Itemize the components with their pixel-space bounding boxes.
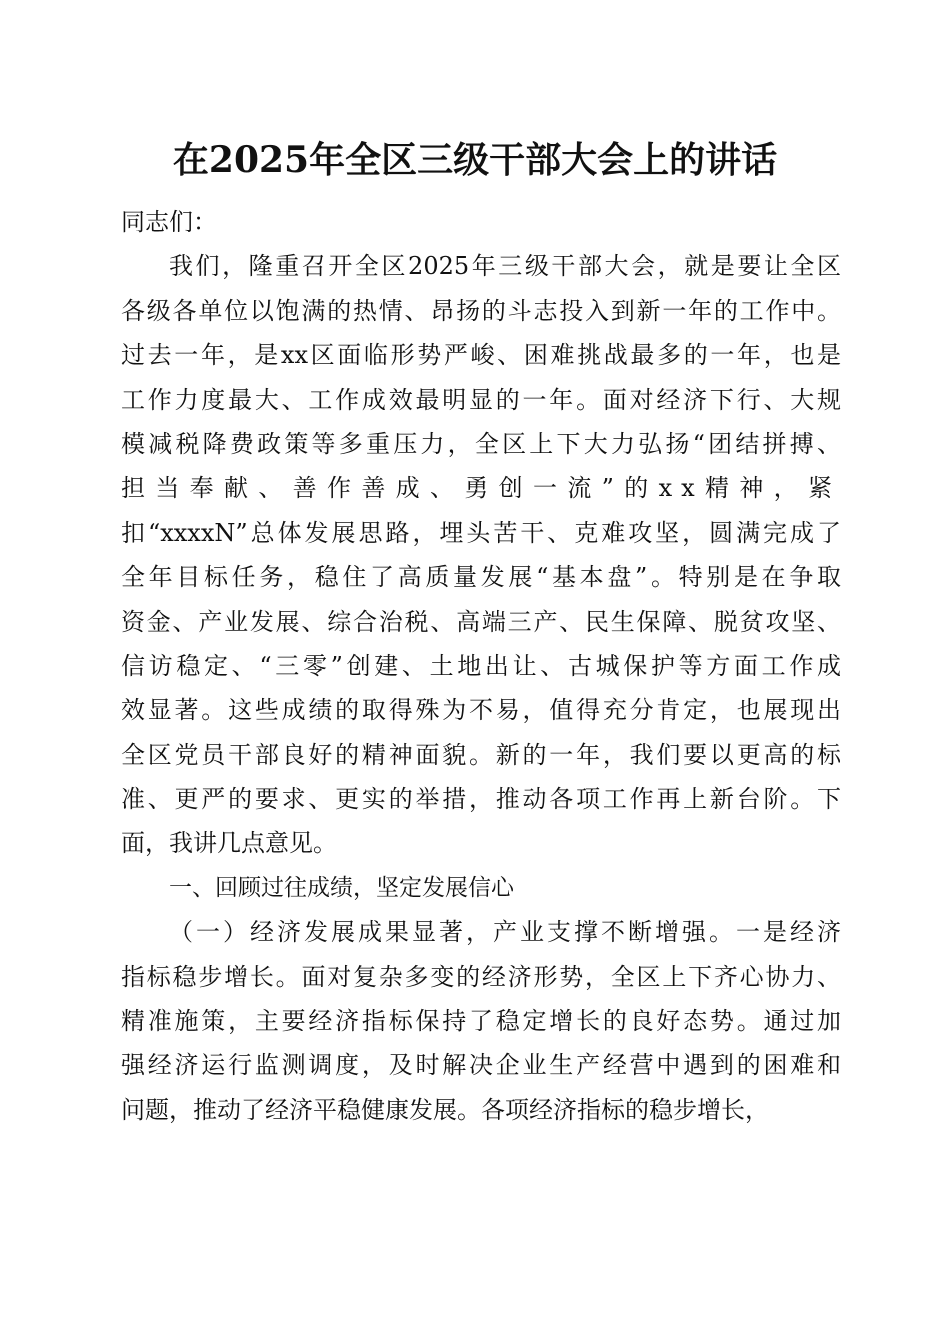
paragraph-line: 准、更严的要求、更实的举措，推动各项工作再上新台阶。下 <box>121 785 841 814</box>
paragraph-line: 过去一年，是xx区面临形势严峻、困难挑战最多的一年，也是 <box>121 341 841 370</box>
paragraph-line: 担当奉献、善作善成、勇创一流”的xx精神，紧 <box>121 474 841 503</box>
section-line: （一）经济发展成果显著，产业支撑不断增强。一是经济 <box>169 918 841 947</box>
paragraph-line: 全区党员干部良好的精神面貌。新的一年，我们要以更高的标 <box>121 740 841 769</box>
paragraph-line: 效显著。这些成绩的取得殊为不易，值得充分肯定，也展现出 <box>121 696 841 725</box>
paragraph-line: 我们，隆重召开全区2025年三级干部大会，就是要让全区 <box>169 252 841 281</box>
paragraph-line: 各级各单位以饱满的热情、昂扬的斗志投入到新一年的工作中。 <box>121 296 841 325</box>
document-body <box>121 200 841 1132</box>
section-heading: 一、回顾过往成绩，坚定发展信心 <box>169 874 514 901</box>
document-title: 在2025年全区三级干部大会上的讲话 <box>172 139 778 181</box>
paragraph-line: 模减税降费政策等多重压力，全区上下大力弘扬“团结拼搏、 <box>121 429 841 458</box>
section-line: 问题，推动了经济平稳健康发展。各项经济指标的稳步增长， <box>121 1095 769 1124</box>
section-line: 强经济运行监测调度，及时解决企业生产经营中遇到的困难和 <box>121 1051 841 1080</box>
paragraph-line: 工作力度最大、工作成效最明显的一年。面对经济下行、大规 <box>121 385 841 414</box>
section-line: 精准施策，主要经济指标保持了稳定增长的良好态势。通过加 <box>121 1007 841 1036</box>
paragraph-line: 资金、产业发展、综合治税、高端三产、民生保障、脱贫攻坚、 <box>121 607 841 636</box>
salutation: 同志们： <box>121 208 217 236</box>
section-line: 指标稳步增长。面对复杂多变的经济形势，全区上下齐心协力、 <box>121 962 841 991</box>
paragraph-line: 面，我讲几点意见。 <box>121 829 337 858</box>
paragraph-line: 全年目标任务，稳住了高质量发展“基本盘”。特别是在争取 <box>121 563 841 592</box>
paragraph-line: 信访稳定、“三零”创建、土地出让、古城保护等方面工作成 <box>121 651 841 680</box>
paragraph-line: 扣“xxxxN”总体发展思路，埋头苦干、克难攻坚，圆满完成了 <box>121 518 841 547</box>
